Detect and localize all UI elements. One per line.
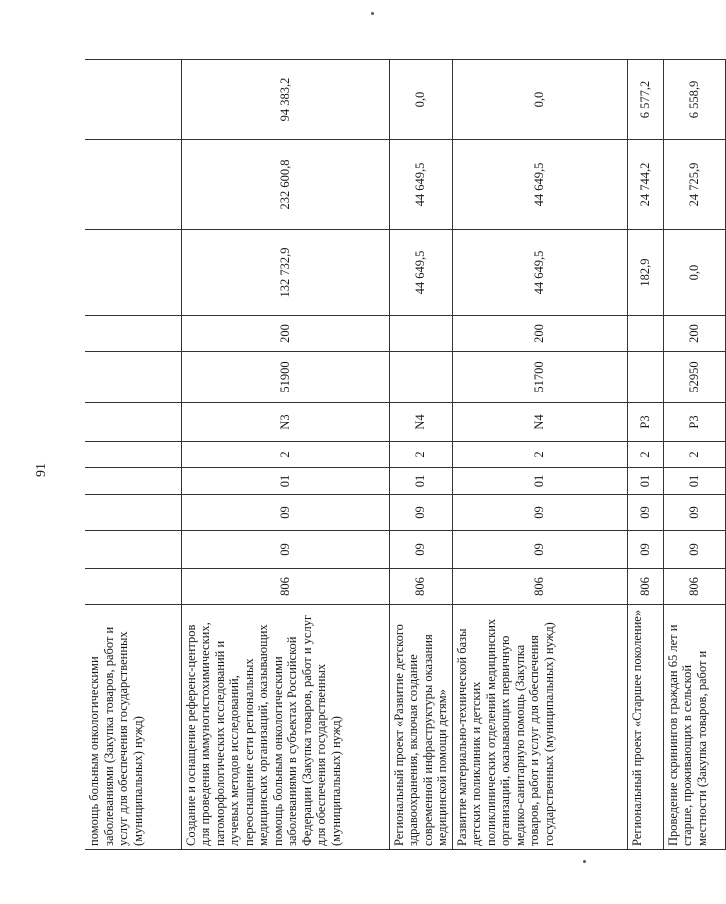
table-row bbox=[85, 60, 181, 850]
cell-c1: 806 bbox=[181, 569, 389, 605]
cell-v2 bbox=[85, 140, 181, 230]
cell-c3 bbox=[85, 495, 181, 531]
cell-c1: 806 bbox=[627, 569, 663, 605]
table-row bbox=[663, 60, 725, 850]
cell-c1: 806 bbox=[663, 569, 725, 605]
cell-c5: 2 bbox=[181, 442, 389, 468]
cell-v3: 0,0 bbox=[452, 60, 627, 140]
cell-v2: 44 649,5 bbox=[452, 140, 627, 230]
cell-c2: 09 bbox=[181, 531, 389, 569]
row-name-cell: помощь больным онкологическими заболеваниями (Закупка товаров, работ и услуг для обеспечения государственных (муниципальных) нужд) bbox=[85, 605, 181, 850]
cell-c7: 51900 bbox=[181, 352, 389, 403]
cell-c2: 09 bbox=[452, 531, 627, 569]
cell-v1: 0,0 bbox=[663, 230, 725, 316]
cell-c8: 200 bbox=[663, 316, 725, 352]
cell-c8 bbox=[627, 316, 663, 352]
cell-v1: 44 649,5 bbox=[389, 230, 452, 316]
cell-v2: 24 744,2 bbox=[627, 140, 663, 230]
cell-v2: 24 725,9 bbox=[663, 140, 725, 230]
rotated-table-container bbox=[85, 60, 709, 850]
cell-c2: 09 bbox=[627, 531, 663, 569]
cell-c5: 2 bbox=[627, 442, 663, 468]
row-name-cell: Развитие материально-технической базы детских поликлиник и детских поликлинических отделений медицинских организаций, оказывающих первичную медико-санитарную помощь (Закупка товаров, работ и услуг для обеспечения государственных (муниципальных) нужд) bbox=[452, 605, 627, 850]
cell-c7: 51700 bbox=[452, 352, 627, 403]
row-name-cell: Региональный проект «Развитие детского здравоохранения, включая создание современной инфраструктуры оказания медицинской помощи детям» bbox=[389, 605, 452, 850]
cell-c7 bbox=[85, 352, 181, 403]
row-name-cell: Проведение скринингов граждан 65 лет и старше, проживающих в сельской местности (Закупка товаров, работ и bbox=[663, 605, 725, 850]
cell-v2: 44 649,5 bbox=[389, 140, 452, 230]
cell-v1 bbox=[85, 230, 181, 316]
cell-v3: 6 577,2 bbox=[627, 60, 663, 140]
scan-dot bbox=[371, 12, 374, 15]
cell-c2 bbox=[85, 531, 181, 569]
table-row bbox=[389, 60, 452, 850]
cell-v1: 182,9 bbox=[627, 230, 663, 316]
cell-c1: 806 bbox=[452, 569, 627, 605]
cell-c4: 01 bbox=[181, 468, 389, 495]
cell-c1 bbox=[85, 569, 181, 605]
cell-c5: 2 bbox=[389, 442, 452, 468]
cell-c6: N3 bbox=[181, 403, 389, 442]
row-name-cell: Региональный проект «Старшее поколение» bbox=[627, 605, 663, 850]
cell-c5: 2 bbox=[663, 442, 725, 468]
table-row bbox=[627, 60, 663, 850]
cell-c1: 806 bbox=[389, 569, 452, 605]
cell-c8: 200 bbox=[181, 316, 389, 352]
cell-c2: 09 bbox=[389, 531, 452, 569]
cell-v3: 94 383,2 bbox=[181, 60, 389, 140]
cell-c5 bbox=[85, 442, 181, 468]
cell-c7 bbox=[627, 352, 663, 403]
cell-c4: 01 bbox=[452, 468, 627, 495]
cell-c7 bbox=[389, 352, 452, 403]
cell-c5: 2 bbox=[452, 442, 627, 468]
cell-v1: 132 732,9 bbox=[181, 230, 389, 316]
cell-c3: 09 bbox=[181, 495, 389, 531]
cell-c8 bbox=[389, 316, 452, 352]
cell-c2: 09 bbox=[663, 531, 725, 569]
cell-c3: 09 bbox=[452, 495, 627, 531]
cell-c8 bbox=[85, 316, 181, 352]
cell-c3: 09 bbox=[389, 495, 452, 531]
cell-c4: 01 bbox=[627, 468, 663, 495]
cell-v3 bbox=[85, 60, 181, 140]
cell-c6: P3 bbox=[627, 403, 663, 442]
cell-c6: P3 bbox=[663, 403, 725, 442]
table-row bbox=[452, 60, 627, 850]
cell-c3: 09 bbox=[663, 495, 725, 531]
cell-c8: 200 bbox=[452, 316, 627, 352]
cell-v3: 6 558,9 bbox=[663, 60, 725, 140]
cell-v3: 0,0 bbox=[389, 60, 452, 140]
cell-c7: 52950 bbox=[663, 352, 725, 403]
cell-c4: 01 bbox=[663, 468, 725, 495]
cell-c6: N4 bbox=[389, 403, 452, 442]
cell-c4: 01 bbox=[389, 468, 452, 495]
table-row bbox=[181, 60, 389, 850]
page-number: 91 bbox=[34, 463, 49, 477]
cell-c6: N4 bbox=[452, 403, 627, 442]
cell-v1: 44 649,5 bbox=[452, 230, 627, 316]
cell-c4 bbox=[85, 468, 181, 495]
budget-table bbox=[85, 59, 726, 850]
cell-c3: 09 bbox=[627, 495, 663, 531]
scan-dot bbox=[583, 860, 586, 863]
row-name-cell: Создание и оснащение референс-центров для проведения иммуногистохимических, патоморфологических исследований и лучевых методов исследований, переоснащение сети региональных медицинских организаций, оказывающих помощь больным онкологическими заболеваниями в субъектах Российской Федерации (Закупка товаров, работ и услуг для обеспечения государственных (муниципальных) нужд) bbox=[181, 605, 389, 850]
cell-v2: 232 600,8 bbox=[181, 140, 389, 230]
cell-c6 bbox=[85, 403, 181, 442]
